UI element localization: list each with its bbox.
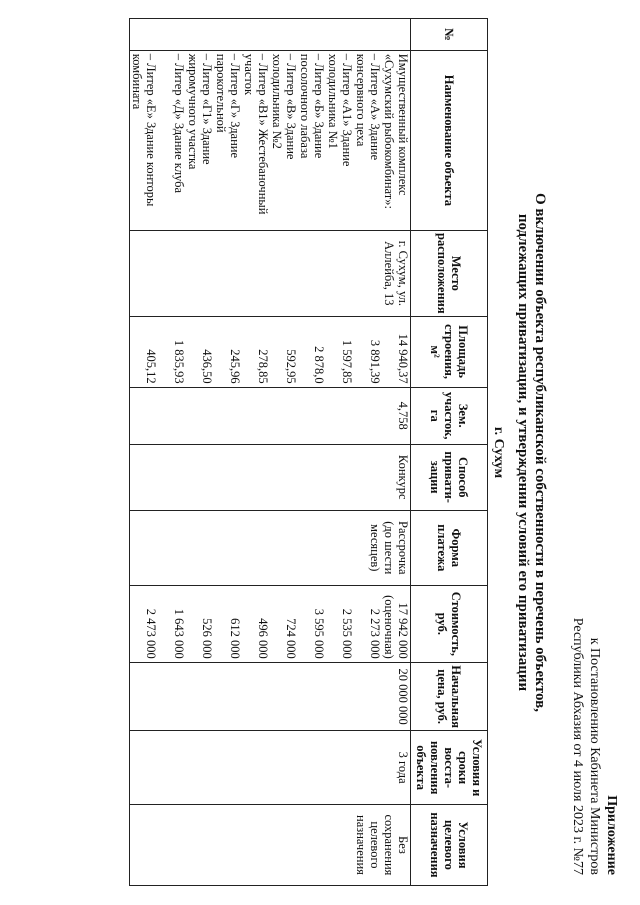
- object-area: 245,96: [228, 349, 242, 384]
- object-area: 405,12: [144, 349, 158, 384]
- object-area: 278,85: [256, 349, 270, 384]
- object-name: – Литер «Г1» Здание жиромучного участка: [186, 53, 214, 170]
- cell-names: [130, 50, 411, 230]
- header-area: Площадь строения, м²: [411, 316, 488, 387]
- object-cost: 526 000: [200, 618, 214, 659]
- cell-form: Рассрочка (до шести месяцев): [130, 510, 411, 585]
- object-cost: 2 535 000: [340, 608, 354, 659]
- cell-areas: [130, 316, 411, 387]
- cell-purpose: Без сохранения целевого назначения: [130, 804, 411, 885]
- object-area: 1 597,85: [340, 339, 354, 384]
- object-cost: 612 000: [228, 618, 242, 659]
- header-purpose: Условия целевого назначения: [411, 804, 488, 885]
- object-area: 1 835,93: [172, 339, 186, 384]
- cell-start-price: 20 000 000: [130, 662, 411, 731]
- title-line-2: подлежащих приватизации, и утверждении условий его приватизации: [515, 213, 531, 692]
- object-area: 592,95: [284, 349, 298, 384]
- header-conditions: Условия и сроки восста-новления объекта: [411, 731, 488, 804]
- header-method: Способ привати-зации: [411, 444, 488, 510]
- header-location: Место расположения: [411, 231, 488, 317]
- cell-number: [130, 19, 411, 51]
- object-name: – Литер «Е» Здание конторы комбината: [130, 53, 158, 207]
- title-line-1: О включении объекта республиканской собственности в перечень объектов,: [532, 193, 548, 712]
- table-header-row: [411, 19, 488, 886]
- object-cost: 724 000: [284, 618, 298, 659]
- object-area: 436,50: [200, 349, 214, 384]
- cell-costs: [130, 586, 411, 663]
- appendix-line-2: Республики Абхазия от 4 июля 2023 г. №77: [570, 617, 585, 875]
- object-cost: 1 643 000: [172, 608, 186, 659]
- object-name: – Литер «А1» Здание холодильника №1: [326, 53, 354, 167]
- object-name: – Литер «А» Здание консервного цеха: [354, 53, 382, 161]
- object-cost: 2 473 000: [144, 608, 158, 659]
- header-land: Зем. участок, га: [411, 387, 488, 444]
- object-name: – Литер «В1» Жестебаночный участок: [242, 53, 270, 215]
- object-name: – Литер «Б» Здание посолочного лабаза: [298, 53, 326, 159]
- object-area: 2 878,0: [312, 346, 326, 384]
- object-cost: 3 595 000: [312, 608, 326, 659]
- cell-location: г. Сухум, ул. Аллейба, 13: [130, 231, 411, 317]
- object-cost: 17 942 000 (оценочная): [382, 595, 410, 659]
- object-name: – Литер «В» Здание холодильника №2: [270, 53, 298, 160]
- object-name: Имущественный комплекс «Сухумский рыбокомбинат»:: [382, 53, 410, 209]
- appendix-block: [569, 618, 620, 875]
- object-name: – Литер «Г» Здание парокотельной: [214, 53, 242, 159]
- city-heading: г. Сухум: [491, 426, 506, 479]
- cell-land: 4,758: [130, 387, 411, 444]
- document-title: [514, 0, 548, 905]
- appendix-heading: Приложение: [604, 795, 619, 875]
- header-start-price: Начальная цена, руб.: [411, 662, 488, 731]
- objects-table: [129, 18, 488, 886]
- object-cost: 496 000: [256, 618, 270, 659]
- header-number: №: [411, 19, 488, 51]
- cell-conditions: 3 года: [130, 731, 411, 804]
- table-row: [130, 19, 411, 886]
- cell-method: Конкурс: [130, 444, 411, 510]
- appendix-line-1: к Постановлению Кабинета Министров: [587, 637, 602, 875]
- header-cost: Стоимость, руб.: [411, 586, 488, 663]
- object-cost: 2 273 000: [368, 608, 382, 659]
- object-area: 3 891,39: [368, 339, 382, 384]
- object-area: 14 940,37: [396, 333, 410, 384]
- header-form: Форма платежа: [411, 510, 488, 585]
- object-name: – Литер «Д» Здание клуба: [172, 53, 186, 194]
- header-name: Наименование объекта: [411, 50, 488, 230]
